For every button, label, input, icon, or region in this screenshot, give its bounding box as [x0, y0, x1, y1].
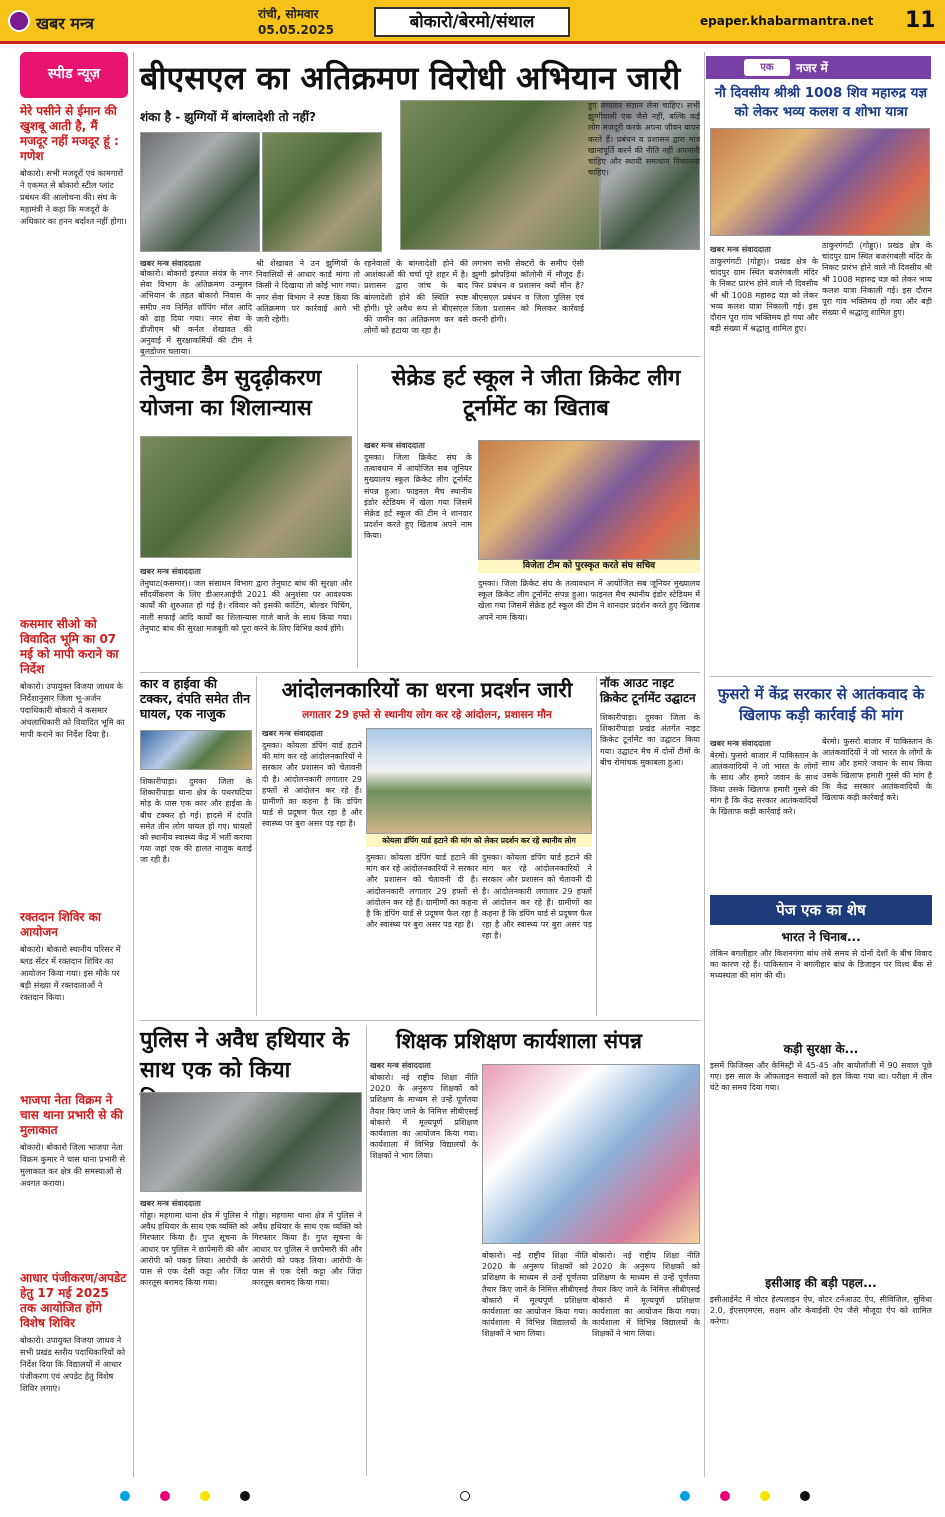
left-item-title: मेरे पसीने से ईमान की खुशबू आती है, मैं मजदूर नहीं मजदूर हूं : गणेश — [20, 104, 119, 163]
fusro-body-2: बेरमो। फुसरो बाजार में पाकिस्तान के आतंकवादियों ने जो भारत के लोगों के साथ और हमारे जवान के साथ किया उसके खिलाफ हमारी गुस्से की मांग है कि केंद्र सरकार आतंकवादियों के खिलाफ कड़ी कार्रवाई करे। — [822, 737, 932, 803]
registration-dot-icon — [720, 1491, 730, 1501]
dharna-byline: खबर मन्त्र संवाददाता — [262, 729, 323, 738]
main-col-3: रहनेवालों के बांग्लादेशी होने की आशंकाओं की चर्चा पूरे शहर में है। प्रशासन द्वारा जांच के बाद बांग्लादेशी होने की स्थिति स्पष्ट होगी। पूरे अवैध रूप से बीएसएल की जमीन का अतिक्रमण कर बसे लोगों को हटाया जा रहा है। — [364, 259, 468, 336]
kalash-body-2: ठाकुरगंगटी (गोड्डा)। प्रखंड क्षेत्र के चांदपुर ग्राम स्थित बजरंगबली मंदिर के निकट प्रारंभ होने वाले नौ दिवसीय श्री श्री 1008 महारुद्र यज्ञ को लेकर भव्य कलश यात्रा निकाली गई। इस दौरान पूरा गांव भक्तिमय हो गया और बड़ी संख्या में श्रद्धालु शामिल हुए। — [822, 241, 932, 318]
left-item-title: भाजपा नेता विक्रम ने चास थाना प्रभारी से की मुलाकात — [20, 1093, 123, 1137]
teacher-photo — [482, 1064, 700, 1244]
teacher-body: बोकारो। नई राष्ट्रीय शिक्षा नीति 2020 के अनुरूप शिक्षकों को प्रशिक्षण के माध्यम से उन्हें पूर्णतया तैयार किए जाने के निमित्त सीबीएसई बोकारो में मूल्यपूर्ण प्रशिक्षण कार्यशाला का आयोजन किया गया। कार्यशाला में विभिन्न विद्यालयों के शिक्षकों ने भाग लिया। — [370, 1073, 478, 1161]
column-divider — [133, 52, 134, 1477]
kalash-photo — [710, 128, 930, 236]
tenughat-headline: तेनुघाट डैम सुदृढ़ीकरण योजना का शिलान्यास — [140, 366, 322, 421]
ek-nazar-label — [706, 56, 931, 79]
left-item-title: रक्तदान शिविर का आयोजन — [20, 910, 101, 939]
kalash-body: ठाकुरगंगटी (गोड्डा)। प्रखंड क्षेत्र के चांदपुर ग्राम स्थित बजरंगबली मंदिर के निकट प्रारंभ होने वाले नौ दिवसीय श्री श्री 1008 महारुद्र यज्ञ को लेकर भव्य कलश यात्रा निकाली गई। इस दौरान पूरा गांव भक्तिमय हो गया और बड़ी संख्या में श्रद्धालु शामिल हुए। — [710, 257, 818, 334]
cricket-byline: खबर मन्त्र संवाददाता — [364, 441, 425, 450]
column-divider — [357, 364, 358, 668]
tenughat-byline: खबर मन्त्र संवाददाता — [140, 567, 201, 576]
left-item-title: कसमार सीओ को विवादित भूमि का 07 मई को मापी कराने का निर्देश — [20, 617, 119, 676]
left-item-body: बोकारो। सभी मजदूरों एवं कामगारों ने एकमत से बोकारो स्टील प्लांट प्रबंधन की आलोचना की। संघ के महामंत्री ने कहा कि मजदूरों के अधिकार का हनन बर्दाश्त नहीं होगा। — [20, 168, 127, 226]
registration-dot-icon — [160, 1491, 170, 1501]
dharna-body: दुमका। कोयला डंपिंग यार्ड हटाने की मांग कर रहे आंदोलनकारियों ने सरकार और प्रशासन को चेतावनी दी है। आंदोलनकारी लगातार 29 हफ्तों से आंदोलन कर रहे हैं। ग्रामीणों का कहना है कि डंपिंग यार्ड से प्रदूषण फैल रहा है और स्वास्थ्य पर बुरा असर पड़ रहा है। — [262, 741, 362, 829]
kalash-headline: नौ दिवसीय श्रीश्री 1008 शिव महारुद्र यज्ञ को लेकर भव्य कलश व शोभा यात्रा — [714, 85, 928, 120]
continued-body-1: लेकिन बगलीहार और किशनगंगा बांध लंबे समय से दोनों देशों के बीच विवाद का कारण रहे हैं। पाकिस्तान ने बगलीहार बांध के डिजाइन पर विश्व बैंक से मध्यस्थता की मांग की थी। — [710, 949, 932, 981]
page-number: 11 — [905, 8, 936, 33]
police-body: गोड्डा। महगामा थाना क्षेत्र में पुलिस ने अवैध हथियार के साथ एक व्यक्ति को गिरफ्तार किया है। गुप्त सूचना के आधार पर पुलिस ने छापेमारी की और आरोपी को पकड़ लिया। आरोपी के पास से एक देसी कट्टा और जिंदा कारतूस बरामद किया गया। — [140, 1211, 248, 1288]
left-item-body: बोकारो। बोकारो स्थानीय परिसर में ब्लड सेंटर में रक्तदान शिविर का आयोजन किया गया। इस मौके पर बड़ी संख्या में रक्तदाताओं ने रक्तदान किया। — [20, 944, 121, 1002]
header-city: रांची, सोमवार — [258, 7, 319, 21]
police-headline: पुलिस ने अवैध हथियार के साथ एक को किया — [140, 1028, 350, 1083]
column-divider — [596, 676, 597, 1016]
brand-logo-icon — [8, 10, 30, 32]
divider — [140, 356, 700, 357]
fusro-body: बेरमो। फुसरो बाजार में पाकिस्तान के आतंकवादियों ने जो भारत के लोगों के साथ और हमारे जवान के साथ किया उसके खिलाफ हमारी गुस्से की मांग है कि केंद्र सरकार आतंकवादियों के खिलाफ कड़ी कार्रवाई करे। — [710, 751, 818, 817]
left-speed-news-column — [20, 52, 128, 1477]
dharna-headline: आंदोलनकारियों का धरना प्रदर्शन जारी — [281, 678, 573, 702]
teacher-byline: खबर मन्त्र संवाददाता — [370, 1061, 431, 1070]
teacher-body-2: बोकारो। नई राष्ट्रीय शिक्षा नीति 2020 के अनुरूप शिक्षकों को प्रशिक्षण के माध्यम से उन्हें पूर्णतया तैयार किए जाने के निमित्त सीबीएसई बोकारो में मूल्यपूर्ण प्रशिक्षण कार्यशाला का आयोजन किया गया। कार्यशाला में विभिन्न विद्यालयों के शिक्षकों ने भाग लिया। — [482, 1251, 588, 1339]
ek-tag: एक — [744, 59, 790, 76]
dharna-subhead: लगातार 29 हफ्ते से स्थानीय लोग कर रहे आंदोलन, प्रशासन मौन — [302, 709, 552, 721]
dharna-body-2: दुमका। कोयला डंपिंग यार्ड हटाने की मांग कर रहे आंदोलनकारियों ने सरकार और प्रशासन को चेतावनी दी है। आंदोलनकारी लगातार 29 हफ्तों से आंदोलन कर रहे हैं। ग्रामीणों का कहना है कि डंपिंग यार्ड से प्रदूषण फैल रहा है और स्वास्थ्य पर बुरा असर पड़ रहा है। — [366, 853, 478, 930]
tenughat-photo — [140, 436, 352, 558]
cricket-headline: सेक्रेड हर्ट स्कूल ने जीता क्रिकेट लीग टूर्नामेंट का खिताब — [391, 366, 681, 421]
teacher-body-3: बोकारो। नई राष्ट्रीय शिक्षा नीति 2020 के अनुरूप शिक्षकों को प्रशिक्षण के माध्यम से उन्हें पूर्णतया तैयार किए जाने के निमित्त सीबीएसई बोकारो में मूल्यपूर्ण प्रशिक्षण कार्यशाला का आयोजन किया गया। कार्यशाला में विभिन्न विद्यालयों के शिक्षकों ने भाग लिया। — [592, 1251, 700, 1339]
main-col-2: श्री शेखावत ने उन झुग्गियों के निवासियों से आधार कार्ड मांगा तो किसी ने दिखाया तो कोई भाग गया। नगर सेवा विभाग ने स्पष्ट किया कि अतिक्रमण पर कार्रवाई आगे भी जारी रहेगी। — [256, 259, 360, 325]
registration-dot-icon — [120, 1491, 130, 1501]
cricket-body-cont: दुमका। जिला क्रिकेट संघ के तत्वावधान में आयोजित सब जूनियर मुख्यालय स्कूल क्रिकेट लीग टूर्नामेंट संपन्न हुआ। फाइनल मैच स्थानीय इंडोर स्टेडियम में खेला गया जिसमें सेक्रेड हर्ट स्कूल की टीम ने शानदार प्रदर्शन करते हुए खिताब अपने नाम किया। — [478, 579, 700, 622]
left-item-body: बोकारो। बोकारो जिला भाजपा नेता विक्रम कुमार ने चास थाना प्रभारी से मुलाकात कर क्षेत्र की समस्याओं से अवगत कराया। — [20, 1142, 126, 1188]
main-col-4: लगभग सभी सेक्टरों के समीप ऐसी झुग्गी झोपड़ियां कॉलोनी में मौजूद हैं। फिर प्रबंधन व प्रशासन क्यों मौन है? बीएसएल प्रबंधन व जिला पुलिस एवं जिला प्रशासन को मिलकर कार्रवाई करनी होगी। — [472, 259, 584, 325]
continued-title-2: कड़ी सुरक्षा के... — [783, 1042, 859, 1056]
teacher-headline: शिक्षक प्रशिक्षण कार्यशाला संपन्न — [396, 1029, 642, 1053]
registration-dot-icon — [200, 1491, 210, 1501]
dharna-photo — [366, 728, 592, 834]
knockout-headline: नॉक आउट नाइट क्रिकेट टूर्नामेंट उद्घाटन — [600, 676, 696, 705]
accident-body: शिकारीपाड़ा। दुमका जिला के शिकारीपाड़ा थाना क्षेत्र के पथरघटिया मोड़ के पास एक कार और हाईवा के बीच टक्कर हो गई। हादसे में दंपति समेत तीन लोग घायल हो गए। घायलों को स्थानीय स्वास्थ्य केंद्र में भर्ती कराया गया जहां एक की हालत नाजुक बताई जा रही है। — [140, 777, 252, 865]
left-item-title: आधार पंजीकरण/अपडेट हेतु 17 मई 2025 तक आयोजित होंगे विशेष शिविर — [20, 1271, 127, 1330]
registration-dot-icon — [240, 1491, 250, 1501]
continued-title-3: इसीआइ की बड़ी पहल... — [765, 1276, 877, 1290]
main-photo-2 — [262, 132, 382, 252]
column-divider — [256, 676, 257, 1016]
website-link[interactable]: epaper.khabarmantra.net — [700, 14, 874, 28]
cricket-caption: विजेता टीम को पुरस्कृत करते संघ सचिव — [478, 560, 700, 573]
left-item-body: बोकारो। उपायुक्त विजया जाधव ने सभी प्रखंड स्तरीय पदाधिकारियों को निर्देश दिया कि विद्यालयों में आधार पंजीकरण एवं अपडेट हेतु विशेष शिविर लगाएं। — [20, 1335, 126, 1393]
registration-dot-icon — [760, 1491, 770, 1501]
nazar-label: नजर में — [796, 61, 828, 75]
divider — [140, 672, 700, 673]
dharna-caption: कोयला डंपिंग यार्ड हटाने की मांग को लेकर प्रदर्शन कर रहे स्थानीय लोग — [366, 834, 592, 847]
continued-title-1: भारत ने चिनाब... — [781, 930, 861, 944]
cricket-photo — [478, 440, 700, 560]
continued-banner: पेज एक का शेष — [710, 895, 932, 925]
accident-photo — [140, 730, 252, 770]
tenughat-body: तेनुघाट(कसमार)। जल संसाधन विभाग द्वारा तेनुघाट बांध की सुरक्षा और सौंदर्यीकरण के लिए डीआरआईपी 2021 की अनुशंसा पर आवश्यक कार्यों की शुरुआत हो गई है। रविवार को इसकी कांटिंग, बोल्डर पिचिंग, नाली सफाई आदि कार्यों का शिलान्यास गाजे बाजे के साथ किया गया। तेनुघाट बांध की सुरक्षा मजबूती को पूरा करने के लिए विभिन्न कार्य होंगे। — [140, 579, 352, 633]
main-byline: खबर मन्त्र संवाददाता — [140, 259, 201, 268]
registration-dot-icon — [680, 1491, 690, 1501]
fusro-byline: खबर मन्त्र संवाददाता — [710, 739, 771, 748]
main-col-5: हुए लगातार संज्ञान लेना चाहिए। सभी झुग्गीवासी एक जैसे नहीं, बल्कि कई लोग मजदूरी करके अपना जीवन यापन करते हैं। प्रबंधन व प्रशासन द्वारा मात्र खानापूर्ति करने की नीति नहीं अपनानी चाहिए और स्थायी समाधान निकालना चाहिए। — [588, 101, 700, 178]
section-title: बोकारो/बेरमो/संथाल — [374, 7, 570, 37]
speed-news-label: स्पीड न्यूज़ — [20, 52, 128, 98]
dharna-body-3: दुमका। कोयला डंपिंग यार्ड हटाने की मांग कर रहे आंदोलनकारियों ने सरकार और प्रशासन को चेतावनी दी है। आंदोलनकारी लगातार 29 हफ्तों से आंदोलन कर रहे हैं। ग्रामीणों का कहना है कि डंपिंग यार्ड से प्रदूषण फैल रहा है और स्वास्थ्य पर बुरा असर पड़ रहा है। — [482, 853, 592, 941]
accident-headline: कार व हाईवा की टक्कर, दंपति समेत तीन घायल, एक नाजुक — [140, 676, 251, 721]
knockout-body: शिकारीपाड़ा। दुमका जिला के शिकारीपाड़ा प्रखंड अंतर्गत नाइट क्रिकेट टूर्नामेंट का उद्घाटन किया गया। उद्घाटन मैच में दोनों टीमों के बीच रोमांचक मुकाबला हुआ। — [600, 713, 700, 767]
cricket-body: दुमका। जिला क्रिकेट संघ के तत्वावधान में आयोजित सब जूनियर मुख्यालय स्कूल क्रिकेट लीग टूर्नामेंट संपन्न हुआ। फाइनल मैच स्थानीय इंडोर स्टेडियम में खेला गया जिसमें सेक्रेड हर्ट स्कूल की टीम ने शानदार प्रदर्शन करते हुए खिताब अपने नाम किया। — [364, 453, 472, 541]
main-photo-3 — [400, 100, 600, 250]
registration-dot-icon — [800, 1491, 810, 1501]
divider — [710, 676, 932, 677]
page-header — [0, 0, 945, 44]
main-col-1: बोकारो। बोकारो इस्पात संयंत्र के नगर सेवा विभाग के अतिक्रमण उन्मूलन अभियान के तहत बोकारो निवास के समीप नव निर्मित शॉपिंग मॉल आदि को ढाह दिया गया। नगर सेवा के डीजीएम श्री कर्नल शेखावत की अनुवाई में सुरक्षाकर्मियों की टीम ने बुलडोजर चलाया। — [140, 269, 252, 357]
main-headline: बीएसएल का अतिक्रमण विरोधी अभियान जारी — [140, 59, 681, 97]
crosshair-icon — [460, 1491, 470, 1501]
left-item-body: बोकारो। उपायुक्त विजया जाधव के निर्देशानुसार जिला भू-अर्जन पदाधिकारी बोकारो ने कसमार अंचलाधिकारी को विवादित भूमि का मापी कराने का निर्देश दिया है। — [20, 681, 125, 739]
column-divider — [704, 52, 705, 1477]
brand-name: खबर मन्त्र — [36, 14, 94, 33]
continued-body-2: इसमें फिजिक्स और केमिस्ट्री में 45-45 और बायोलॉजी में 90 सवाल पूछे गए। इस साल के ऑफलाइन सवालों को हल किया गया था। परीक्षा में तीन घंटे का समय दिया गया। — [710, 1061, 932, 1093]
header-date: 05.05.2025 — [258, 23, 334, 37]
continued-body-3: इसीआईनेट में वोटर हेल्पलाइन ऐप, वोटर टर्नआउट ऐप, सीविजिल, सुविधा 2.0, ईएसएमएस, सक्षम और केवाईसी ऐप जैसे मौजूदा ऐप को शामिल करेगा। — [710, 1295, 932, 1327]
main-photo-1 — [140, 132, 260, 252]
divider — [140, 1020, 700, 1021]
print-registration-strip — [20, 1483, 930, 1509]
fusro-headline: फुसरो में केंद्र सरकार से आतंकवाद के खिलाफ कड़ी कार्रवाई की मांग — [717, 685, 925, 724]
police-photo — [140, 1092, 362, 1192]
police-byline: खबर मन्त्र संवाददाता — [140, 1199, 201, 1208]
main-subhead: शंका है - झुग्गियों में बांग्लादेशी तो नहीं? — [140, 110, 316, 124]
column-divider — [366, 1026, 367, 1476]
police-body-2: गोड्डा। महगामा थाना क्षेत्र में पुलिस ने अवैध हथियार के साथ एक व्यक्ति को गिरफ्तार किया है। गुप्त सूचना के आधार पर पुलिस ने छापेमारी की और आरोपी को पकड़ लिया। आरोपी के पास से एक देसी कट्टा और जिंदा कारतूस बरामद किया गया। — [252, 1211, 362, 1288]
kalash-byline: खबर मन्त्र संवाददाता — [710, 245, 771, 254]
